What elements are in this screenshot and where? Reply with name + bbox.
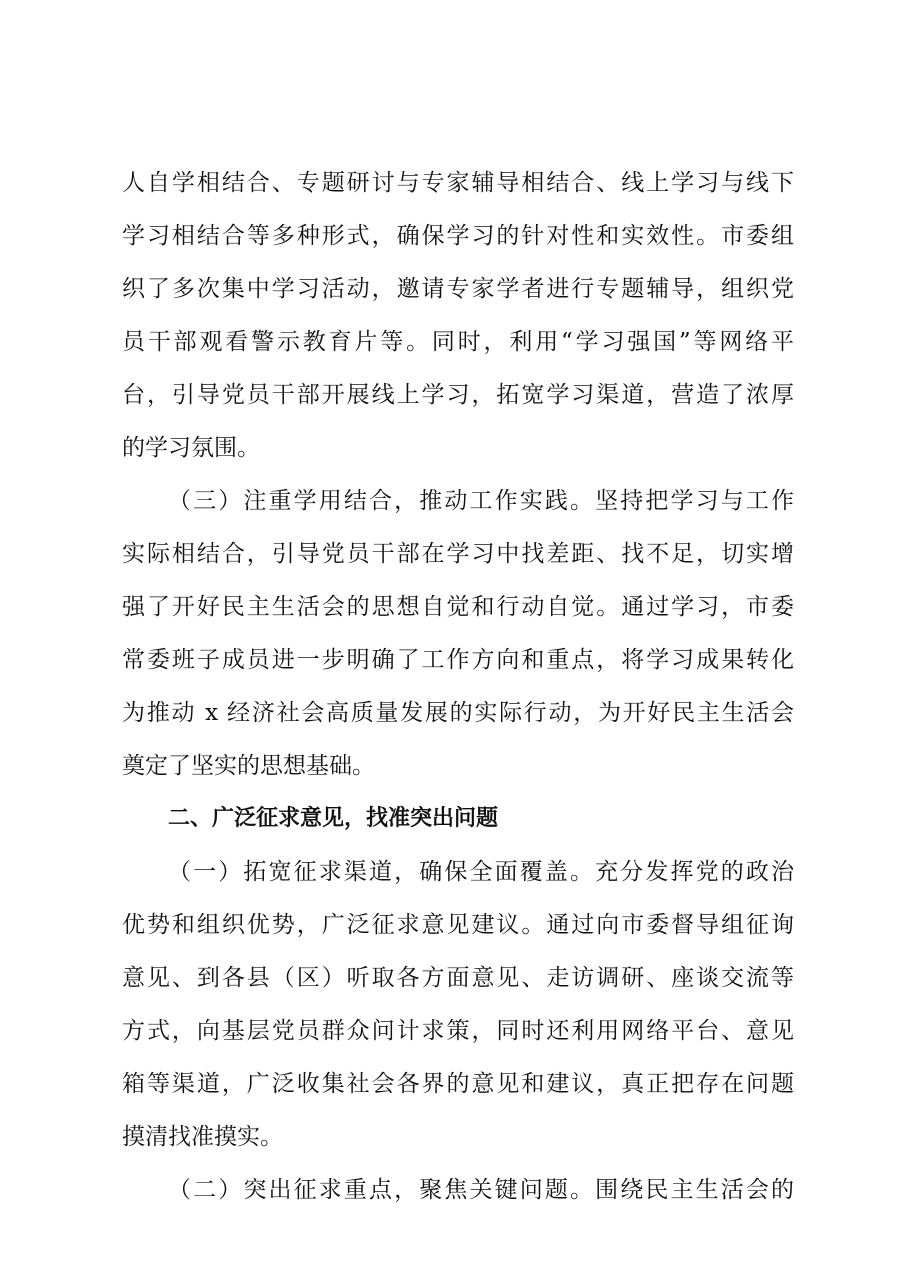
paragraph-line: 的学习氛围。 bbox=[122, 435, 260, 461]
paragraph-line: 员干部观看警示教育片等。同时，利用“学习强国”等网络平 bbox=[122, 329, 794, 355]
paragraph-line: 方式，向基层党员群众问计求策，同时还利用网络平台、意见 bbox=[122, 1018, 794, 1044]
paragraph-line: 强了开好民主生活会的思想自觉和行动自觉。通过学习，市委 bbox=[122, 594, 794, 620]
paragraph-line: 学习相结合等多种形式，确保学习的针对性和实效性。市委组 bbox=[122, 223, 794, 249]
section-heading: 二、广泛征求意见，找准突出问题 bbox=[168, 806, 499, 831]
paragraph-line: 常委班子成员进一步明确了工作方向和重点，将学习成果转化 bbox=[122, 647, 794, 673]
paragraph-line: 箱等渠道，广泛收集社会各界的意见和建议，真正把存在问题 bbox=[122, 1071, 794, 1097]
paragraph-line: （三）注重学用结合，推动工作实践。坚持把学习与工作 bbox=[168, 488, 794, 514]
paragraph-line: 人自学相结合、专题研讨与专家辅导相结合、线上学习与线下 bbox=[122, 170, 794, 196]
paragraph-line: 优势和组织优势，广泛征求意见建议。通过向市委督导组征询 bbox=[122, 912, 794, 938]
paragraph-line: 台，引导党员干部开展线上学习，拓宽学习渠道，营造了浓厚 bbox=[122, 382, 794, 408]
paragraph-line: 奠定了坚实的思想基础。 bbox=[122, 753, 375, 779]
paragraph-line: 为推动 x 经济社会高质量发展的实际行动，为开好民主生活会 bbox=[122, 700, 794, 726]
paragraph-line: （二）突出征求重点，聚焦关键问题。围绕民主生活会的 bbox=[168, 1177, 794, 1203]
paragraph-line: 摸清找准摸实。 bbox=[122, 1124, 283, 1150]
paragraph-line: （一）拓宽征求渠道，确保全面覆盖。充分发挥党的政治 bbox=[168, 859, 794, 885]
paragraph-line: 实际相结合，引导党员干部在学习中找差距、找不足，切实增 bbox=[122, 541, 794, 567]
paragraph-line: 意见、到各县（区）听取各方面意见、走访调研、座谈交流等 bbox=[122, 965, 794, 991]
paragraph-line: 织了多次集中学习活动，邀请专家学者进行专题辅导，组织党 bbox=[122, 276, 794, 302]
